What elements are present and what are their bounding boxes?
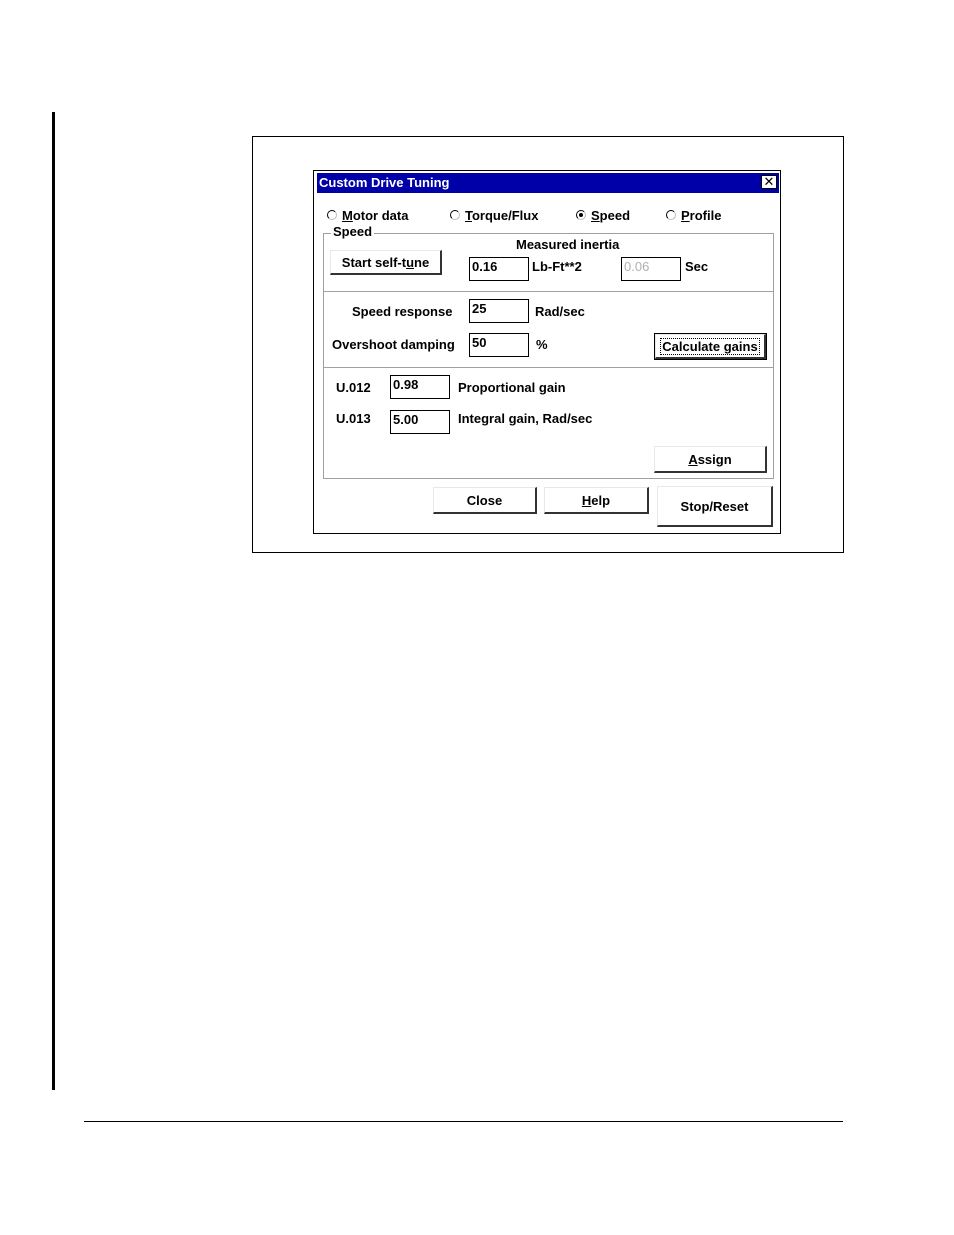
measured-inertia-label: Measured inertia <box>516 237 620 252</box>
radio-profile[interactable] <box>666 207 721 223</box>
radio-speed[interactable] <box>576 207 630 223</box>
radio-speed-label: Speed <box>591 207 631 223</box>
inertia-unit: Lb-Ft**2 <box>532 259 582 274</box>
speed-response-unit: Rad/sec <box>535 304 585 319</box>
time-constant-input: 0.06 <box>621 257 681 281</box>
page-margin-bar <box>52 112 55 1090</box>
radio-torque-flux[interactable] <box>450 207 538 223</box>
divider <box>323 367 774 368</box>
integral-gain-input[interactable]: 5.00 <box>390 410 450 434</box>
custom-drive-tuning-dialog <box>313 170 781 534</box>
radio-profile-label: Profile <box>681 207 722 223</box>
u013-label: U.013 <box>336 411 371 426</box>
integral-gain-label: Integral gain, Rad/sec <box>458 411 593 426</box>
radio-icon[interactable] <box>327 210 337 220</box>
speed-response-input[interactable]: 25 <box>469 299 529 323</box>
speed-group-label: Speed <box>333 224 373 239</box>
inertia-input[interactable]: 0.16 <box>469 257 529 281</box>
u012-label: U.012 <box>336 380 371 395</box>
divider <box>323 291 774 292</box>
time-constant-unit: Sec <box>685 259 709 274</box>
start-self-tune-button[interactable]: Start self-tune <box>330 250 442 275</box>
proportional-gain-label: Proportional gain <box>458 380 566 395</box>
assign-button[interactable]: Assign <box>654 446 767 473</box>
close-icon[interactable]: ✕ <box>761 175 777 189</box>
overshoot-damping-label: Overshoot damping <box>332 337 455 352</box>
radio-icon[interactable] <box>450 210 460 220</box>
proportional-gain-input[interactable]: 0.98 <box>390 375 450 399</box>
radio-selected-icon[interactable] <box>576 210 586 220</box>
window-title: Custom Drive Tuning <box>319 175 450 190</box>
footer-rule <box>84 1121 843 1122</box>
radio-icon[interactable] <box>666 210 676 220</box>
calculate-gains-button[interactable]: Calculate gains <box>655 334 766 359</box>
radio-motor-data-label: Motor data <box>342 207 409 223</box>
stop-reset-button[interactable]: Stop/Reset <box>657 486 773 527</box>
speed-response-label: Speed response <box>352 304 453 319</box>
radio-motor-data[interactable] <box>327 207 408 223</box>
radio-torque-flux-label: Torque/Flux <box>465 207 539 223</box>
title-bar[interactable] <box>317 173 779 193</box>
overshoot-damping-input[interactable]: 50 <box>469 333 529 357</box>
help-button[interactable]: Help <box>544 487 649 514</box>
overshoot-damping-unit: % <box>536 337 548 352</box>
close-button[interactable]: Close <box>433 487 537 514</box>
